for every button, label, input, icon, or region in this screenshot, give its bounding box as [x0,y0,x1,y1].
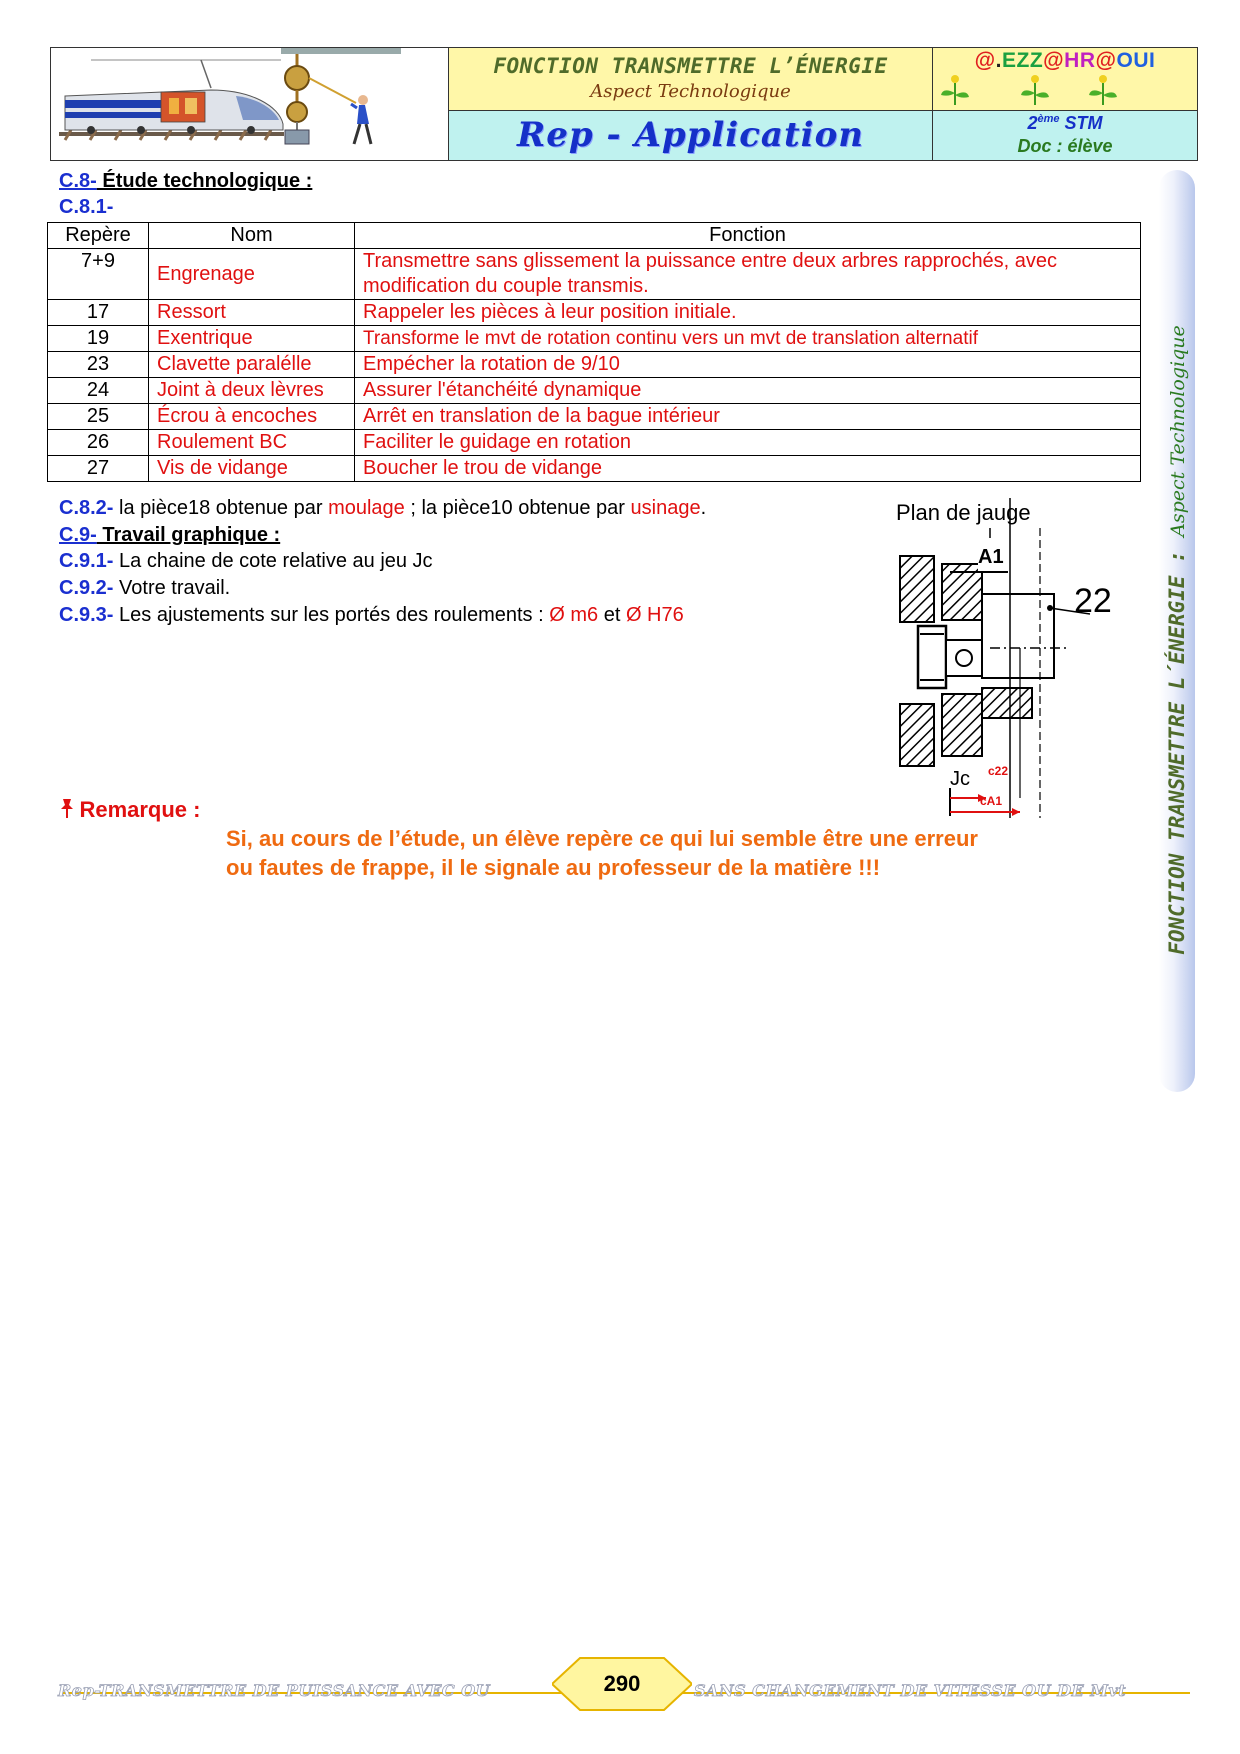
header-box [50,47,1198,161]
logo-at-2: @ [1043,49,1065,72]
table-row [48,352,1141,378]
table-row [48,378,1141,404]
level-name: STM [1059,113,1103,133]
cell-fonction: Rappeler les pièces à leur position initiale. [355,300,1141,326]
cell-repere: 7+9 [48,249,149,300]
c82-label: C.8.2- [59,497,114,519]
table-row [48,404,1141,430]
table-row [48,430,1141,456]
c8-label: C.8- [59,170,97,192]
pushpin-icon [59,797,75,819]
technical-drawing [890,498,1130,818]
table-row [48,456,1141,482]
label-c22: c22 [988,764,1009,778]
c82-text-2: ; la pièce10 obtenue par [404,497,631,519]
cell-fonction: Transmettre sans glissement la puissance entre deux arbres rapprochés, avec modification du couple transmis. [355,249,1141,300]
logo-at-3: @ [1095,49,1117,72]
header-title: FONCTION TRANSMETTRE L’ÉNERGIE [493,54,888,78]
cell-fonction: Empécher la rotation de 9/10 [355,352,1141,378]
cell-nom: Exentrique [149,326,355,352]
cell-nom: Vis de vidange [149,456,355,482]
c82-answer-2: usinage [630,497,701,519]
c91-label: C.9.1- [59,550,114,572]
cell-repere: 27 [48,456,149,482]
flower-icon [1021,75,1049,105]
c93-line [59,604,684,627]
table-row [48,300,1141,326]
table-header-row [48,223,1141,249]
flower-icon [941,75,969,105]
label-ca1: cA1 [980,794,1003,808]
cell-repere: 19 [48,326,149,352]
c82-text-3: . [700,497,707,519]
doc-title: Rep - Application [517,115,864,155]
page-number: 290 [603,1671,641,1696]
level-number: 2 [1027,113,1038,133]
logo-ezz: EZZ [1002,49,1044,72]
c8-title: Étude technologique : [96,170,313,192]
header-fonction: Fonction [355,223,1141,249]
header-doc-title-cell [449,111,933,160]
c9-label: C.9- [59,524,97,546]
c93-fit-2: Ø H76 [625,604,684,626]
cell-repere: 23 [48,352,149,378]
side-band-title [1165,325,1189,955]
c92-text: Votre travail. [113,577,231,599]
section-c8-heading [59,170,312,193]
c91-line [59,550,433,573]
technology-table [47,222,1141,482]
cell-nom: Engrenage [149,249,355,300]
header-title-cell [449,48,933,111]
label-22: 22 [1074,582,1112,620]
label-a1: A1 [978,546,1004,568]
c9-title: Travail graphique : [96,524,281,546]
footer-left-text: Rep-TRANSMETTRE DE PUISSANCE AVEC OU [58,1681,491,1700]
table-row [48,249,1141,300]
c93-fit-1: Ø m6 [549,604,599,626]
c92-line [59,577,230,600]
drawing-graphics [890,498,1130,818]
c81-label: C.8.1- [59,196,114,218]
footer-right-text: SANS CHANGEMENT DE VITESSE OU DE Mvt [694,1681,1127,1700]
cell-fonction: Transforme le mvt de rotation continu vers un mvt de translation alternatif [355,326,1141,352]
level-sup: ème [1037,113,1060,125]
c82-text-1: la pièce18 obtenue par [113,497,329,519]
flower-icons [933,73,1197,107]
train-and-pulley-illustration [51,48,447,158]
cell-repere: 26 [48,430,149,456]
c93-label: C.9.3- [59,604,114,626]
cell-fonction: Assurer l'étanchéité dynamique [355,378,1141,404]
page-number-badge [552,1656,692,1712]
cell-nom: Clavette paralélle [149,352,355,378]
section-c9-heading [59,524,280,547]
cell-fonction: Faciliter le guidage en rotation [355,430,1141,456]
c82-line [59,497,706,520]
header-nom: Nom [149,223,355,249]
header-illustration [51,48,449,160]
cell-nom: Joint à deux lèvres [149,378,355,404]
header-repere: Repère [48,223,149,249]
logo-dot: . [995,49,1002,72]
remark-label: Remarque : [79,797,201,822]
side-main-text: FONCTION TRANSMETTRE L´ÉNERGIE : [1165,550,1189,955]
doc-type: Doc : élève [1017,136,1113,156]
c82-answer-1: moulage [328,497,405,519]
logo-hr: HR [1064,49,1096,72]
c91-text: La chaine de cote relative au jeu Jc [113,550,433,572]
remark-text [226,824,1126,882]
logo-at-1: @ [974,49,996,72]
c93-text-mid: et [598,604,626,626]
cell-repere: 25 [48,404,149,430]
logo-oui: OUI [1116,49,1156,72]
header-subtitle: Aspect Technologique [590,81,791,102]
logo-text [933,49,1197,73]
remark-line-2: ou fautes de frappe, il le signale au professeur de la matière !!! [226,855,881,880]
cell-fonction: Boucher le trou de vidange [355,456,1141,482]
cell-nom: Écrou à encoches [149,404,355,430]
cell-nom: Ressort [149,300,355,326]
flower-icon [1089,75,1117,105]
cell-repere: 24 [48,378,149,404]
table-row [48,326,1141,352]
plan-de-jauge-label: Plan de jauge [896,500,1031,525]
class-level [933,113,1197,134]
author-logo [933,48,1197,111]
remark-line-1: Si, au cours de l’étude, un élève repère ce qui lui semble être une erreur [226,826,978,851]
remark-heading [59,797,201,823]
label-jc: Jc [950,768,970,790]
cell-fonction: Arrêt en translation de la bague intérieur [355,404,1141,430]
c92-label: C.9.2- [59,577,114,599]
c93-text: Les ajustements sur les portés des roulements : [113,604,550,626]
header-level-cell [933,111,1197,160]
cell-repere: 17 [48,300,149,326]
side-sub-text: Aspect Technologique [1167,325,1189,537]
cell-nom: Roulement BC [149,430,355,456]
